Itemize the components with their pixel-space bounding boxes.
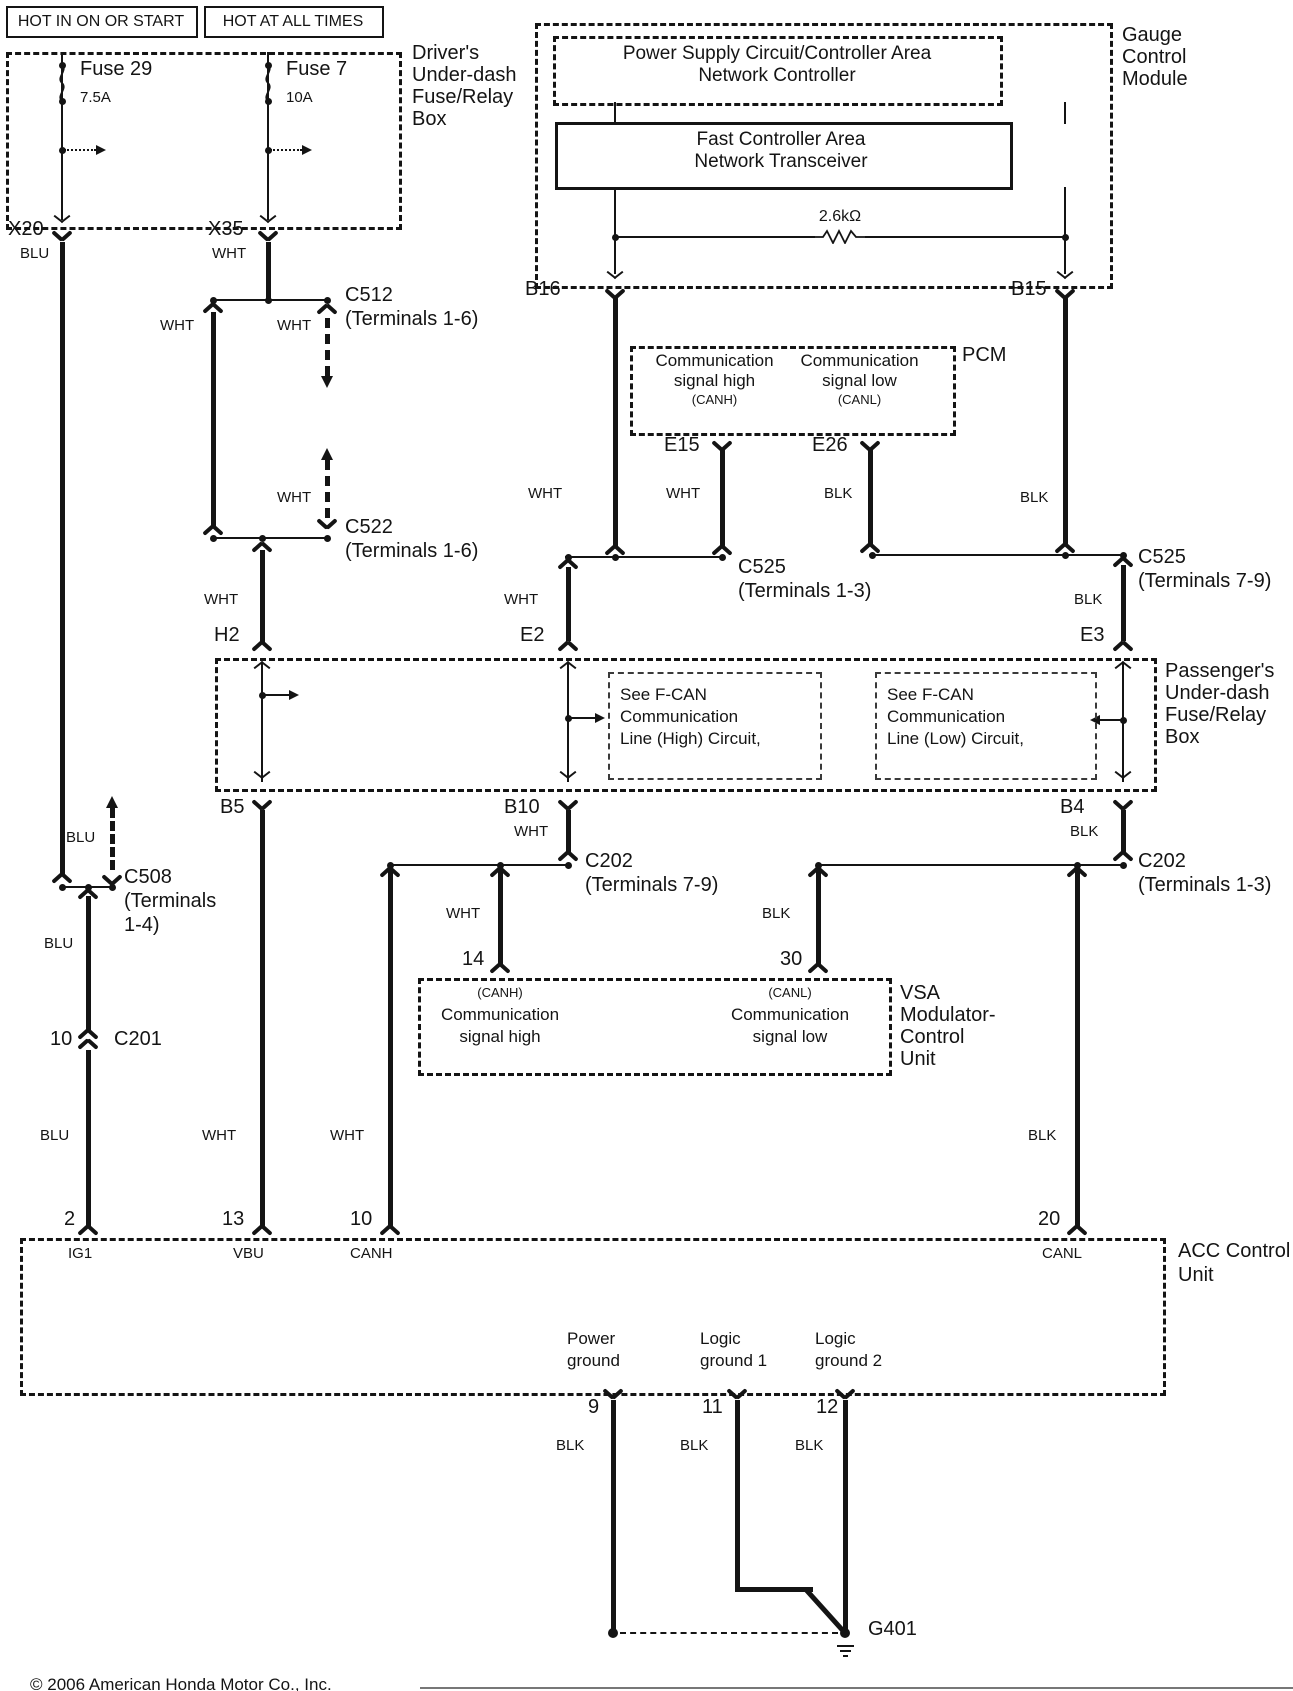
arrowhead-down-icon (253, 770, 271, 781)
wire-color-label: WHT (212, 245, 247, 262)
junction-dot (565, 862, 572, 869)
wire-ground-blk (611, 1400, 616, 1632)
junction-bar (388, 864, 570, 866)
ground-symbol-icon (837, 1645, 854, 1647)
branch-line (1098, 719, 1122, 721)
branch-line (569, 717, 595, 719)
pcm-canl-text: Communication (800, 351, 919, 370)
ground-symbol-icon (843, 1655, 848, 1657)
junction-dot (1062, 552, 1069, 559)
fuse7-rating: 10A (286, 89, 313, 106)
connector-c525-label: C525 (738, 556, 786, 578)
branch-line (263, 694, 289, 696)
passengers-box-label: Fuse/Relay (1165, 704, 1267, 726)
pcm-canh-text: signal high (673, 371, 756, 390)
vsa-label: Control (900, 1026, 965, 1048)
fast-can-transceiver-text: Fast Controller Area (696, 129, 866, 150)
copyright-text: © 2006 American Honda Motor Co., Inc. (30, 1675, 332, 1691)
wire-vsa-canl-blk (816, 867, 821, 966)
vsa-canl-text: signal low (752, 1027, 828, 1046)
acc-power-ground-label: ground (567, 1351, 620, 1370)
connector-c202-terminals: (Terminals 7-9) (585, 874, 719, 896)
acc-power-ground-label: Power (567, 1329, 616, 1348)
connector-c508-label: C508 (124, 866, 172, 888)
vsa-canh-text: Communication (440, 1005, 560, 1024)
acc-logic-ground1-label: Logic (700, 1329, 741, 1348)
junction-dot (59, 98, 66, 105)
arrow-right-icon (595, 713, 605, 723)
pin-e3-label: E3 (1080, 624, 1105, 646)
wire-vsa-canh-wht (498, 867, 503, 966)
branch-line (270, 149, 302, 151)
junction-dot (324, 535, 331, 542)
junction-dot (265, 62, 272, 69)
connector-c508-terminals: 1-4) (124, 914, 160, 936)
passengers-box-label: Box (1165, 726, 1200, 748)
connector-c508-terminals: (Terminals (124, 890, 217, 912)
power-supply-controller-text: Network Controller (698, 65, 856, 86)
junction-dot (59, 884, 66, 891)
wire-ground-blk (735, 1400, 740, 1590)
branch-line (64, 149, 96, 151)
acc-control-unit-box (20, 1238, 1166, 1396)
pass-through-line (261, 662, 263, 782)
pcm-label: PCM (962, 344, 1007, 366)
drivers-box-label: Fuse/Relay (412, 86, 514, 108)
connector-c522-terminals: (Terminals 1-6) (345, 540, 479, 562)
connector-c522-label: C522 (345, 516, 393, 538)
vsa-canl-text: Communication (730, 1005, 850, 1024)
wire-color-label: BLU (40, 1127, 70, 1144)
wire-b16-wht (613, 298, 618, 546)
wire-ground-blk (843, 1400, 848, 1632)
arrowhead-up-icon (1114, 660, 1132, 671)
acc-pin11-label: 11 (702, 1396, 723, 1418)
wire-color-label: WHT (514, 823, 549, 840)
ground-junction-dot (840, 1628, 850, 1638)
vsa-canh-text: (CANH) (477, 985, 523, 1000)
passengers-box-label: Passenger's (1165, 660, 1275, 682)
wire-color-label: WHT (504, 591, 539, 608)
arrowhead-down-icon (1114, 770, 1132, 781)
connector-pin-icon (557, 640, 579, 653)
dashed-arrow (325, 318, 330, 376)
pin-b4-label: B4 (1060, 796, 1085, 818)
wire-e3-blk (1121, 565, 1126, 641)
acc-terminal-ig1: IG1 (68, 1245, 93, 1262)
pcm-canl-text: (CANL) (837, 392, 882, 407)
junction-dot (869, 552, 876, 559)
junction-dot (265, 98, 272, 105)
stub-line (614, 102, 616, 124)
resistor-icon (815, 229, 865, 244)
junction-dot (612, 554, 619, 561)
junction-dot (612, 234, 619, 241)
arrow-down-icon (321, 376, 333, 388)
wire-color-label: BLK (795, 1437, 824, 1454)
vsa-pin30-label: 30 (780, 948, 803, 970)
pcm-canh-text: (CANH) (691, 392, 738, 407)
connector-pin-icon (379, 1224, 401, 1237)
acc-logic-ground2-label: ground 2 (815, 1351, 883, 1370)
connector-c512-label: C512 (345, 284, 393, 306)
pin-b5-label: B5 (220, 796, 245, 818)
connector-c202-label: C202 (585, 850, 633, 872)
wire-ig1-blu (86, 1050, 91, 1228)
wire-color-label: WHT (202, 1127, 237, 1144)
connector-pin-icon (489, 962, 511, 975)
wire-color-label: WHT (277, 317, 312, 334)
connector-pin-icon (316, 518, 338, 531)
connector-pin-icon (251, 640, 273, 653)
drivers-box-label: Driver's (412, 42, 480, 64)
acc-logic-ground2-label: Logic (815, 1329, 856, 1348)
wire-color-label: BLK (1074, 591, 1103, 608)
pin-b15-label: B15 (1011, 278, 1047, 300)
connector-c201-label: C201 (114, 1028, 162, 1050)
wire-color-label: BLK (1020, 489, 1049, 506)
vsa-pin14-label: 14 (462, 948, 485, 970)
fast-can-transceiver-text: Network Transceiver (694, 151, 868, 172)
drivers-box-label: Box (412, 108, 447, 130)
junction-dot (59, 62, 66, 69)
pin-b10-label: B10 (504, 796, 540, 818)
acc-pin10-label: 10 (350, 1208, 373, 1230)
connector-c202-label: C202 (1138, 850, 1186, 872)
wire-b10-wht (566, 810, 571, 854)
pin-e2-label: E2 (520, 624, 545, 646)
connector-pin-icon (251, 1224, 273, 1237)
connector-c525-terminals: (Terminals 7-9) (1138, 570, 1272, 592)
arrowhead-down-icon (559, 770, 577, 781)
ground-dashed-line (620, 1632, 838, 1634)
wire-ground-blk (735, 1587, 813, 1592)
fuse-icon (57, 64, 67, 102)
junction-dot (210, 535, 217, 542)
stub-line (1064, 102, 1066, 124)
wire-e15-wht (720, 450, 725, 546)
wire-color-label: BLU (66, 829, 96, 846)
page-edge-line (420, 1687, 1293, 1689)
connector-c525-terminals: (Terminals 1-3) (738, 580, 872, 602)
connector-pin-icon (807, 962, 829, 975)
arrow-up-icon (321, 448, 333, 460)
acc-pin9-label: 9 (588, 1396, 600, 1418)
acc-pin12-label: 12 (816, 1396, 839, 1418)
vsa-canh-text: signal high (459, 1027, 541, 1046)
wire-color-label: WHT (446, 905, 481, 922)
vsa-canl-text: (CANL) (768, 985, 812, 1000)
wire-color-label: BLK (1070, 823, 1099, 840)
acc-label: ACC Control (1178, 1240, 1291, 1262)
vsa-label: VSA (900, 982, 941, 1004)
junction-dot (1062, 234, 1069, 241)
junction-bar (565, 556, 725, 558)
wire-color-label: BLK (824, 485, 853, 502)
acc-terminal-canh: CANH (350, 1245, 393, 1262)
wire-color-label: BLK (680, 1437, 709, 1454)
arrow-right-icon (289, 690, 299, 700)
connector-pin-icon (316, 303, 338, 316)
acc-terminal-canl: CANL (1042, 1245, 1083, 1262)
wire-color-label: WHT (528, 485, 563, 502)
power-tag-label: HOT IN ON OR START (17, 13, 185, 30)
passengers-box-label: Under-dash (1165, 682, 1270, 704)
wire-b15-blk (1063, 298, 1068, 544)
vsa-label: Modulator- (900, 1004, 996, 1026)
connector-c201-pin: 10 (50, 1028, 73, 1050)
junction-bar (213, 537, 327, 539)
ground-junction-dot (608, 1628, 618, 1638)
wire-color-label: BLK (762, 905, 791, 922)
arrowhead-down-icon (53, 214, 71, 225)
fcan-high-text: Communication (620, 707, 739, 726)
gauge-module-label: Module (1122, 68, 1188, 90)
junction-dot (1120, 862, 1127, 869)
fuse29-rating: 7.5A (80, 89, 111, 106)
arrowhead-down-icon (1056, 270, 1074, 281)
pass-through-line (567, 662, 569, 782)
connector-c525-label: C525 (1138, 546, 1186, 568)
connector-pin-icon (1066, 1224, 1088, 1237)
pin-b16-label: B16 (525, 278, 561, 300)
stub-line (1064, 187, 1066, 274)
vsa-label: Unit (900, 1048, 936, 1070)
acc-logic-ground1-label: ground 1 (700, 1351, 768, 1370)
junction-dot (719, 554, 726, 561)
connector-c202-terminals: (Terminals 1-3) (1138, 874, 1272, 896)
dashed-arrow (325, 460, 330, 518)
wire-ground-blk (803, 1587, 844, 1632)
pin-h2-label: H2 (214, 624, 240, 646)
wire-color-label: BLU (44, 935, 74, 952)
stub-line (614, 187, 616, 274)
fcan-low-text: See F-CAN (887, 685, 974, 704)
wire-color-label: WHT (666, 485, 701, 502)
wire-b4-blk (1121, 810, 1126, 854)
connector-pin-icon (77, 1224, 99, 1237)
arrowhead-down-icon (259, 214, 277, 225)
connector-pin-icon (101, 874, 123, 887)
fcan-high-text: See F-CAN (620, 685, 707, 704)
arrowhead-down-icon (606, 270, 624, 281)
wire-canl-blk (1075, 867, 1080, 1228)
pcm-canh-text: Communication (655, 351, 774, 370)
wire-wht (260, 550, 265, 642)
arrow-right-icon (302, 145, 312, 155)
connector-pin-icon (1112, 640, 1134, 653)
arrowhead-up-icon (559, 660, 577, 671)
wire-color-label: BLU (20, 245, 50, 262)
wire-x20-blu (60, 242, 65, 874)
connector-c512-terminals: (Terminals 1-6) (345, 308, 479, 330)
junction-bar (869, 554, 1126, 556)
wire-ig1-blu (86, 896, 91, 1032)
power-supply-controller-text: Power Supply Circuit/Controller Area (622, 43, 932, 64)
dashed-arrow (110, 808, 115, 870)
arrow-right-icon (96, 145, 106, 155)
wire-e2-wht (566, 567, 571, 641)
gauge-module-label: Control (1122, 46, 1187, 68)
wire-color-label: WHT (330, 1127, 365, 1144)
wire-color-label: WHT (277, 489, 312, 506)
junction-dot (265, 297, 272, 304)
gauge-module-label: Gauge (1122, 24, 1183, 46)
wire-e26-blk (868, 450, 873, 544)
wire-color-label: BLK (556, 1437, 585, 1454)
connector-x35-label: X35 (208, 218, 244, 240)
wire-b5-wht (260, 810, 265, 1228)
fcan-low-text: Line (Low) Circuit, (887, 729, 1024, 748)
pin-e15-label: E15 (664, 434, 700, 456)
acc-pin2-label: 2 (64, 1208, 76, 1230)
connector-x20-label: X20 (8, 218, 44, 240)
acc-pin13-label: 13 (222, 1208, 245, 1230)
drivers-box-label: Under-dash (412, 64, 517, 86)
power-tag-label: HOT AT ALL TIMES (222, 13, 364, 30)
pcm-canl-text: signal low (822, 371, 897, 390)
ground-symbol-icon (840, 1650, 851, 1652)
acc-label: Unit (1178, 1264, 1214, 1286)
arrow-up-icon (106, 796, 118, 808)
wire-wht (211, 312, 216, 526)
fuse29-label: Fuse 29 (80, 58, 153, 80)
resistor-value: 2.6kΩ (818, 208, 862, 225)
arrowhead-up-icon (253, 660, 271, 671)
fcan-low-text: Communication (887, 707, 1006, 726)
ground-g401-label: G401 (868, 1618, 917, 1640)
pin-e26-label: E26 (812, 434, 848, 456)
fuse7-label: Fuse 7 (286, 58, 348, 80)
wire-color-label: BLK (1028, 1127, 1057, 1144)
fcan-high-text: Line (High) Circuit, (620, 729, 761, 748)
wire-color-label: WHT (160, 317, 195, 334)
fuse-icon (263, 64, 273, 102)
wire-canh-wht (388, 867, 393, 1228)
wire-x35-wht (266, 242, 271, 300)
wire-color-label: WHT (204, 591, 239, 608)
acc-terminal-vbu: VBU (233, 1245, 264, 1262)
acc-pin20-label: 20 (1038, 1208, 1061, 1230)
